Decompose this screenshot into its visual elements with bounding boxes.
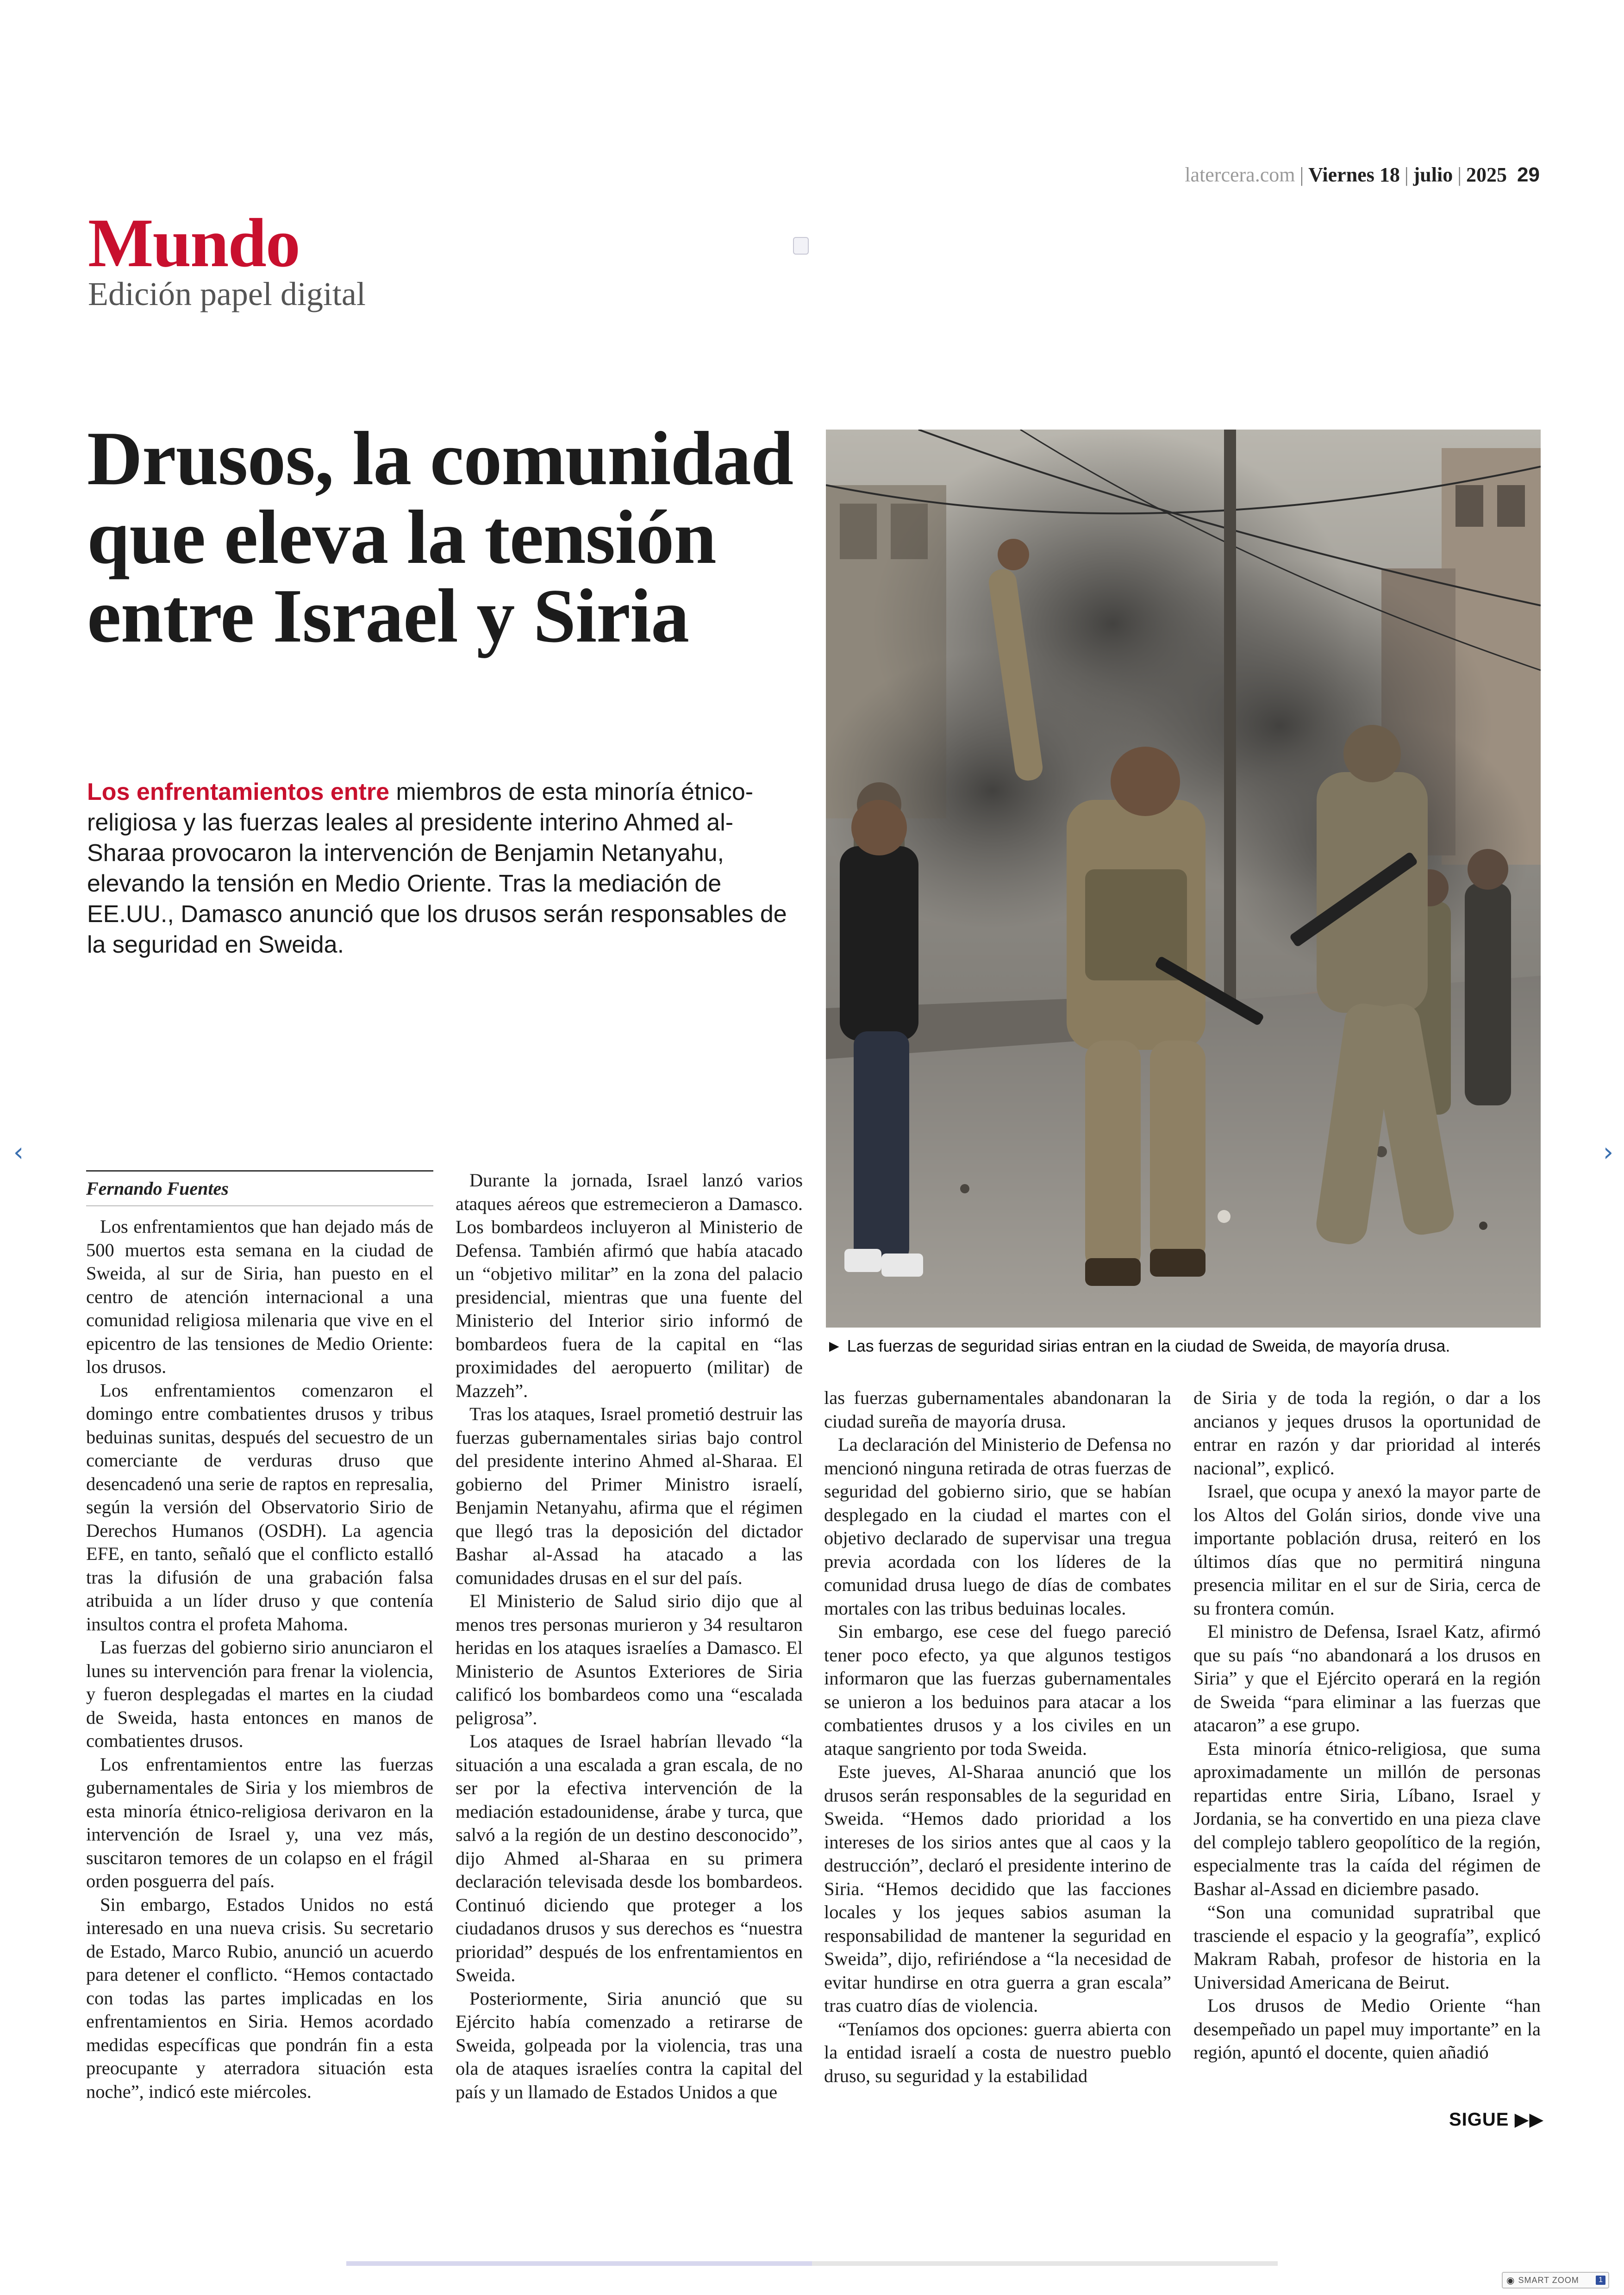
paragraph: Posteriormente, Siria anunció que su Ejército había comenzado a retirarse de Sweida, golpeada por la violencia, tras una ola de ataques israelíes contra la capital del país y un llamado de Estados Unidos a que <box>456 1988 803 2102</box>
smart-zoom-value: 1 <box>1596 2276 1605 2285</box>
chevron-left-icon[interactable]: ‹ <box>13 1137 24 1167</box>
paragraph: Los enfrentamientos que han dejado más de 500 muertos esta semana en la ciudad de Sweida, al sur de Siria, han puesto en el centro de atención internacional a una comunidad religiosa milenaria que vive en el epicentro de las tensiones de Medio Oriente: los drusos. <box>86 1216 433 1377</box>
paragraph: Las fuerzas del gobierno sirio anunciaron el lunes su intervención para frenar la violencia, y fueron desplegadas el martes en la ciudad de Sweida, hasta entonces en manos de combatientes drusos. <box>86 1637 433 1751</box>
paragraph: El Ministerio de Salud sirio dijo que al menos tres personas murieron y 34 resultaron heridas en los ataques israelíes a Damasco. El Ministerio de Asuntos Exteriores de Siria calificó los bombardeos como una “escalada peligrosa”. <box>456 1590 803 1728</box>
paragraph: Los enfrentamientos comenzaron el domingo entre combatientes drusos y tribus beduinas sunitas, después del secuestro de un comerciante de verduras druso que desencadenó una serie de raptos en represalia, según la versión del Observatorio Sirio de Derechos Humanos (OSDH). La agencia EFE, en tanto, señaló que el conflicto estalló tras la difusión de una grabación falsa atribuida a un líder druso y que contenía insultos contra el profeta Mahoma. <box>86 1379 433 1634</box>
continue-label[interactable]: SIGUE ▶▶ <box>1449 2109 1544 2130</box>
paragraph: La declaración del Ministerio de Defensa no mencionó ninguna retirada de otras fuerzas de seguridad del gobierno sirio, que se habían desplegado en la ciudad el martes con el objetivo declarado de supervisar una tregua previa acordada con los líderes de la comunidad drusa luego de días de combates mortales con las tribus beduinas locales. <box>824 1434 1171 1619</box>
text-column-2 <box>456 1169 803 2104</box>
header-meta: latercera.com | Viernes 18 | julio | 2025 29 <box>1185 163 1540 186</box>
paragraph: Sin embargo, ese cese del fuego pareció tener poco efecto, ya que algunos testigos informaron que las fuerzas gubernamentales se unieron a los beduinos para atacar a los combatientes drusos y a los civiles en un ataque sangriento por toda Sweida. <box>824 1621 1171 1759</box>
paragraph: Este jueves, Al-Sharaa anunció que los drusos serán responsables de la seguridad en Sweida. “Hemos dado prioridad a los intereses de los sirios antes que al caos y la destrucción”, declaró el presidente interino de Siria. “Hemos decidido que las facciones locales y los jeques sabios asuman la responsabilidad de mantener la seguridad en Sweida”, dijo, refiriéndose a “la necesidad de evitar hundirse en otra guerra a gran escala” tras cuatro días de violencia. <box>824 1761 1171 2016</box>
lead-text: miembros de esta minoría étnico-religiosa y las fuerzas leales al presidente interino Ahmed al-Sharaa provocaron la intervención de Benjamin Netanyahu, elevando la tensión en Medio Oriente. Tras la mediación de EE.UU., Damasco anunció que los drusos serán responsables de la seguridad en Sweida. <box>87 779 787 958</box>
eye-icon: ◉ <box>1506 2275 1515 2286</box>
lead-accent: Los enfrentamientos entre <box>87 779 390 805</box>
paragraph: Sin embargo, Estados Unidos no está interesado en una nueva crisis. Su secretario de Estado, Marco Rubio, anunció un acuerdo para detener el conflicto. “Hemos contactado con todas las partes implicadas en los enfrentamientos en Siria. Hemos acordado medidas específicas que pondrán fin a esta preocupante y aterradora situación esta noche”, indicó este miércoles. <box>86 1894 433 2102</box>
site-name: latercera.com <box>1185 163 1295 186</box>
page-progress-fill <box>346 2261 812 2266</box>
text-column-3 <box>824 1386 1171 2088</box>
paragraph: Los drusos de Medio Oriente “han desempeñado un papel muy importante” en la región, apuntó el docente, quien añadió <box>1193 1995 1541 2063</box>
edition-subtitle: Edición papel digital <box>88 275 366 312</box>
smart-zoom-label: SMART ZOOM <box>1518 2275 1579 2285</box>
issue-day: Viernes 18 <box>1308 163 1400 186</box>
paragraph: Tras los ataques, Israel prometió destruir las fuerzas gubernamentales sirias bajo control del presidente interino Ahmed al-Sharaa. El gobierno del Primer Ministro israelí, Benjamin Netanyahu, afirma que el régimen que llegó tras la deposición del dictador Bashar al-Assad ha atacado a las comunidades drusas en el sur del país. <box>456 1403 803 1588</box>
text-column-1 <box>86 1215 433 2103</box>
paragraph: “Son una comunidad supratribal que trasciende el espacio y la geografía”, explicó Makram Rabah, profesor de historia en la Universidad Americana de Beirut. <box>1193 1902 1541 1993</box>
paragraph: El ministro de Defensa, Israel Katz, afirmó que su país “no abandonará a los drusos en Siria” y que el Ejército operará en la región de Sweida “para eliminar a las fuerzas que atacaron” a ese grupo. <box>1193 1621 1541 1735</box>
paragraph: Los ataques de Israel habrían llevado “la situación a una escalada a gran escala, de no ser por la efectiva intervención de la mediación estadounidense, árabe y turca, que salvó a la región de un destino desconocido”, dijo Ahmed al-Sharaa en su primera declaración televisada desde los bombardeos. Continuó diciendo que proteger a los ciudadanos drusos y sus derechos es “nuestra prioridad” después de los enfrentamientos en Sweida. <box>456 1731 803 1985</box>
byline-rule <box>86 1170 433 1172</box>
paragraph: Israel, que ocupa y anexó la mayor parte de los Altos del Golán sirios, donde vive una importante población drusa, reiteró en los últimos días que no permitirá ninguna presencia militar en el sur de Siria, cerca de su frontera común. <box>1193 1481 1541 1619</box>
page-number: 29 <box>1517 163 1540 186</box>
paragraph: Los enfrentamientos entre las fuerzas gubernamentales de Siria y los miembros de esta minoría étnico-religiosa derivaron en la intervención de Israel y, una vez más, suscitaron temores de un colapso en el frágil orden posguerra del país. <box>86 1753 433 1891</box>
paragraph: “Teníamos dos opciones: guerra abierta con la entidad israelí a costa de nuestro pueblo druso, su seguridad y la estabilidad <box>824 2018 1171 2086</box>
photo-illustration <box>826 430 1541 1328</box>
issue-month: julio <box>1413 163 1453 186</box>
issue-year: 2025 <box>1466 163 1507 186</box>
zoom-marker-icon[interactable] <box>793 237 809 255</box>
article-headline: Drusos, la comunidad que eleva la tensión entre Israel y Siria <box>87 416 793 658</box>
paragraph: de Siria y de toda la región, o dar a los ancianos y jeques drusos la oportunidad de entrar en razón y dar prioridad al interés nacional”, explicó. <box>1193 1387 1541 1478</box>
paragraph: Esta minoría étnico-religiosa, que suma aproximadamente un millón de personas repartidas entre Siria, Líbano, Israel y Jordania, se ha convertido en una pieza clave del complejo tablero geopolítico de la región, especialmente tras la caída del régimen de Bashar al-Assad en diciembre pasado. <box>1193 1738 1541 1899</box>
article-lead <box>87 777 795 960</box>
chevron-right-icon[interactable]: › <box>1603 1137 1614 1167</box>
page-progress-bar[interactable] <box>346 2261 1278 2266</box>
section-title: Mundo <box>88 205 300 281</box>
smart-zoom-button[interactable] <box>1502 2272 1609 2289</box>
text-column-4 <box>1193 1386 1541 2064</box>
paragraph: Durante la jornada, Israel lanzó varios ataques aéreos que estremecieron a Damasco. Los bombardeos incluyeron al Ministerio de Defensa. También afirmó que había atacado un “objetivo militar” en la zona del palacio presidencial, mientras que una fuente del Ministerio del Interior sirio informó de bombardeos fuera de la capital en “las proximidades del aeropuerto (militar) de Mazzeh”. <box>456 1170 803 1401</box>
byline: Fernando Fuentes <box>86 1178 229 1199</box>
byline-rule-bottom <box>86 1205 433 1206</box>
paragraph: las fuerzas gubernamentales abandonaran la ciudad sureña de mayoría drusa. <box>824 1387 1171 1432</box>
photo-caption: ► Las fuerzas de seguridad sirias entran en la ciudad de Sweida, de mayoría drusa. <box>826 1336 1450 1355</box>
article-photo <box>826 430 1541 1328</box>
